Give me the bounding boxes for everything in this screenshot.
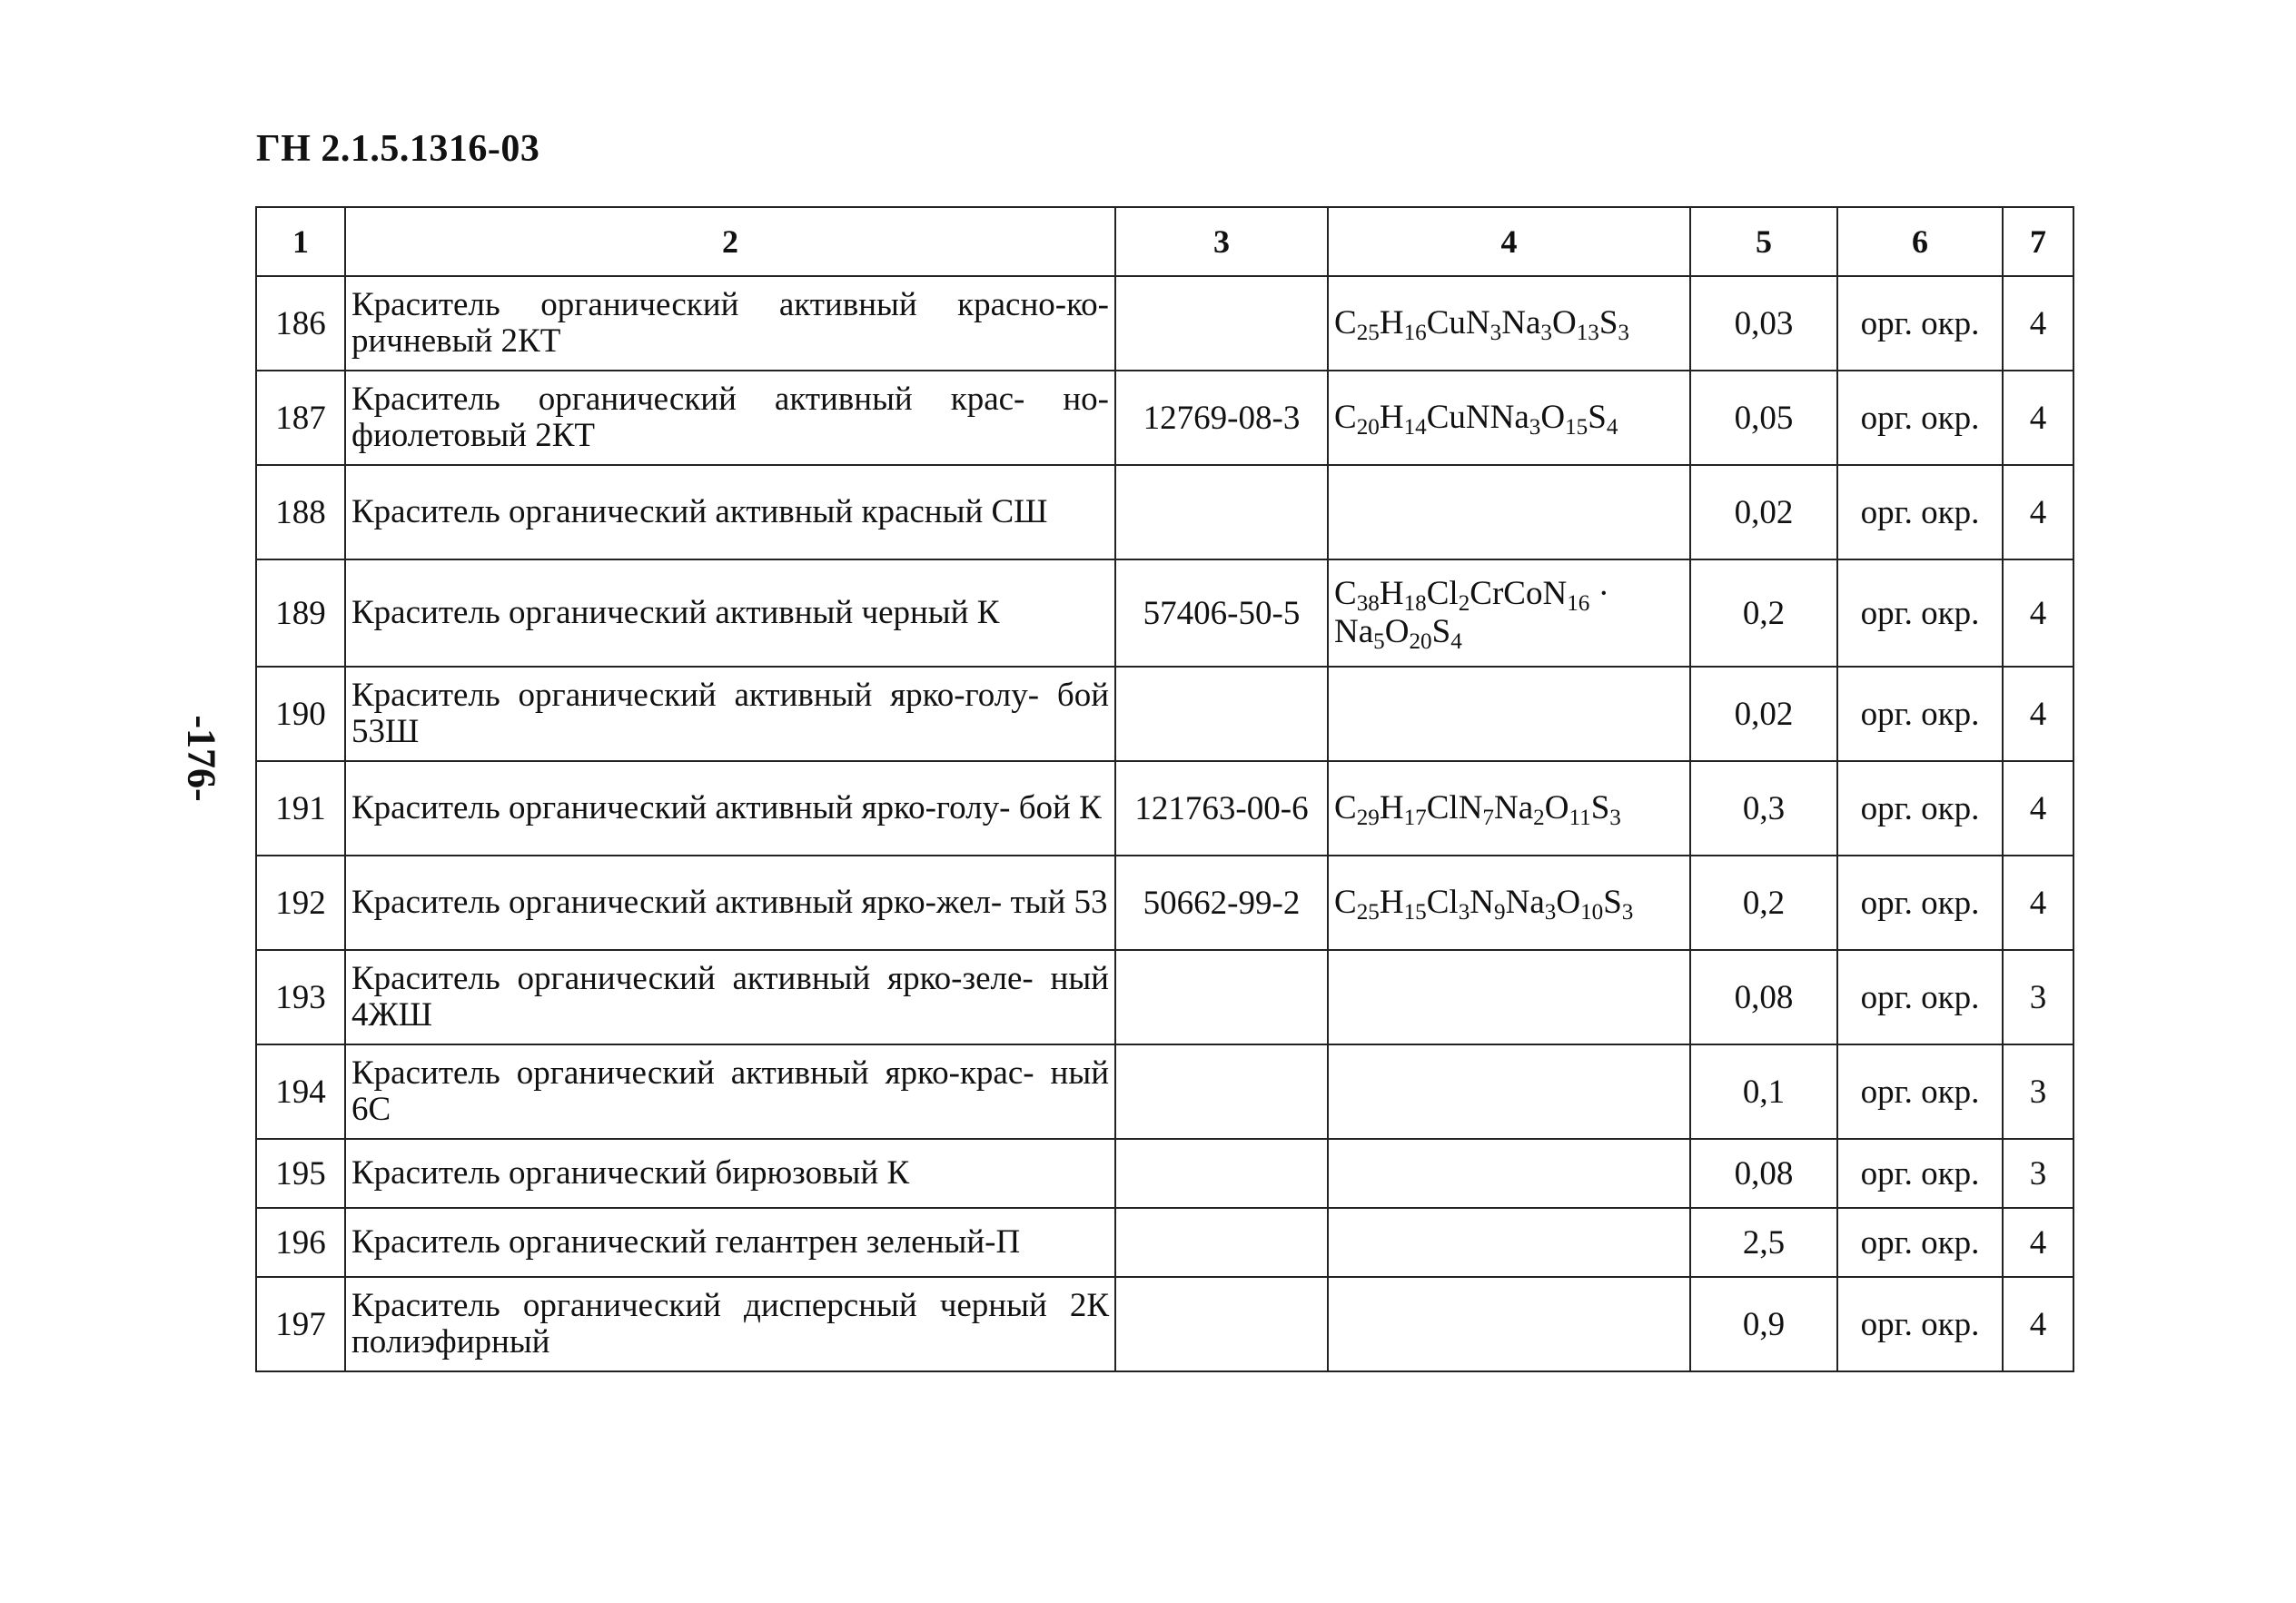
row-number: 193 [256, 950, 345, 1044]
substance-name: Краситель органический активный черный К [345, 559, 1115, 667]
substance-name: Краситель органический гелантрен зеленый-П [345, 1208, 1115, 1277]
column-header-4: 4 [1328, 207, 1690, 276]
chemical-formula [1328, 1208, 1690, 1277]
hazard-indicator: орг. окр. [1837, 559, 2003, 667]
hazard-class: 4 [2003, 856, 2073, 950]
substance-name: Краситель органический дисперсный черный 2К полиэфирный [345, 1277, 1115, 1371]
table-row [256, 667, 2073, 761]
cas-number [1115, 1208, 1328, 1277]
concentration-value: 0,9 [1690, 1277, 1837, 1371]
table-body [256, 276, 2073, 1371]
substance-name: Краситель органический активный красно-ко- ричневый 2КТ [345, 276, 1115, 371]
hazard-class: 4 [2003, 276, 2073, 371]
row-number: 189 [256, 559, 345, 667]
hazard-indicator: орг. окр. [1837, 856, 2003, 950]
column-header-7: 7 [2003, 207, 2073, 276]
table-row [256, 1044, 2073, 1139]
concentration-value: 0,2 [1690, 856, 1837, 950]
concentration-value: 0,1 [1690, 1044, 1837, 1139]
table-row [256, 1208, 2073, 1277]
column-header-1: 1 [256, 207, 345, 276]
hazard-indicator: орг. окр. [1837, 761, 2003, 856]
page-number-text: -176- [179, 715, 224, 802]
concentration-value: 0,03 [1690, 276, 1837, 371]
chemical-formula [1328, 1139, 1690, 1208]
cas-number: 57406-50-5 [1115, 559, 1328, 667]
cas-number [1115, 950, 1328, 1044]
cas-number [1115, 276, 1328, 371]
concentration-value: 0,02 [1690, 465, 1837, 559]
concentration-value: 0,05 [1690, 371, 1837, 465]
hazard-class: 4 [2003, 1277, 2073, 1371]
concentration-value: 0,3 [1690, 761, 1837, 856]
chemical-formula: $C_{25}H_{15}Cl_3N_9Na_3O_{10}S_3$ [1328, 856, 1690, 950]
cas-number [1115, 465, 1328, 559]
header-row [256, 207, 2073, 276]
hazard-class: 4 [2003, 559, 2073, 667]
chemical-formula: $C_{38}H_{18}Cl_2CrCoN_{16}$ · $Na_5O_{20}S_4$ [1328, 559, 1690, 667]
substance-name: Краситель органический бирюзовый К [345, 1139, 1115, 1208]
row-number: 191 [256, 761, 345, 856]
chemical-formula [1328, 950, 1690, 1044]
row-number: 196 [256, 1208, 345, 1277]
chemical-formula [1328, 667, 1690, 761]
hazard-indicator: орг. окр. [1837, 371, 2003, 465]
cas-number: 50662-99-2 [1115, 856, 1328, 950]
table-row [256, 371, 2073, 465]
substance-name: Краситель органический активный ярко-голу- бой 53Ш [345, 667, 1115, 761]
concentration-value: 0,08 [1690, 950, 1837, 1044]
document-header: ГН 2.1.5.1316-03 [256, 128, 540, 170]
concentration-value: 0,02 [1690, 667, 1837, 761]
substance-name: Краситель органический активный ярко-голу- бой К [345, 761, 1115, 856]
hazard-indicator: орг. окр. [1837, 465, 2003, 559]
row-number: 192 [256, 856, 345, 950]
cas-number [1115, 1139, 1328, 1208]
cas-number: 121763-00-6 [1115, 761, 1328, 856]
row-number: 197 [256, 1277, 345, 1371]
chemical-formula: $C_{29}H_{17}ClN_7Na_2O_{11}S_3$ [1328, 761, 1690, 856]
cas-number [1115, 667, 1328, 761]
substance-name: Краситель органический активный крас- но-фиолетовый 2КТ [345, 371, 1115, 465]
hazard-indicator: орг. окр. [1837, 950, 2003, 1044]
cas-number [1115, 1044, 1328, 1139]
column-header-5: 5 [1690, 207, 1837, 276]
row-number: 195 [256, 1139, 345, 1208]
substance-name: Краситель органический активный ярко-зеле- ный 4ЖШ [345, 950, 1115, 1044]
row-number: 188 [256, 465, 345, 559]
cas-number [1115, 1277, 1328, 1371]
table-row [256, 1277, 2073, 1371]
table-row [256, 276, 2073, 371]
row-number: 187 [256, 371, 345, 465]
hazard-indicator: орг. окр. [1837, 667, 2003, 761]
chemical-formula [1328, 1044, 1690, 1139]
table-row [256, 465, 2073, 559]
column-header-3: 3 [1115, 207, 1328, 276]
column-header-2: 2 [345, 207, 1115, 276]
substance-name: Краситель органический активный ярко-крас- ный 6С [345, 1044, 1115, 1139]
hazard-class: 3 [2003, 1139, 2073, 1208]
cas-number: 12769-08-3 [1115, 371, 1328, 465]
hazard-class: 3 [2003, 1044, 2073, 1139]
hazard-indicator: орг. окр. [1837, 276, 2003, 371]
hazard-class: 4 [2003, 465, 2073, 559]
hazard-indicator: орг. окр. [1837, 1044, 2003, 1139]
hazard-class: 4 [2003, 1208, 2073, 1277]
hazard-class: 3 [2003, 950, 2073, 1044]
substance-name: Краситель органический активный красный СШ [345, 465, 1115, 559]
table-row [256, 856, 2073, 950]
hazard-class: 4 [2003, 761, 2073, 856]
concentration-value: 2,5 [1690, 1208, 1837, 1277]
hazard-class: 4 [2003, 371, 2073, 465]
row-number: 194 [256, 1044, 345, 1139]
chemical-formula [1328, 465, 1690, 559]
concentration-value: 0,08 [1690, 1139, 1837, 1208]
chemical-formula: $C_{20}H_{14}CuNNa_3O_{15}S_4$ [1328, 371, 1690, 465]
chemical-formula [1328, 1277, 1690, 1371]
hazard-indicator: орг. окр. [1837, 1139, 2003, 1208]
table-row [256, 950, 2073, 1044]
hazard-class: 4 [2003, 667, 2073, 761]
substance-name: Краситель органический активный ярко-жел- тый 53 [345, 856, 1115, 950]
row-number: 190 [256, 667, 345, 761]
data-table [255, 206, 2074, 1372]
table-row [256, 761, 2073, 856]
table-row [256, 559, 2073, 667]
concentration-value: 0,2 [1690, 559, 1837, 667]
chemical-formula: $C_{25}H_{16}CuN_3Na_3O_{13}S_3$ [1328, 276, 1690, 371]
table-row [256, 1139, 2073, 1208]
column-header-6: 6 [1837, 207, 2003, 276]
hazard-indicator: орг. окр. [1837, 1277, 2003, 1371]
hazard-indicator: орг. окр. [1837, 1208, 2003, 1277]
row-number: 186 [256, 276, 345, 371]
